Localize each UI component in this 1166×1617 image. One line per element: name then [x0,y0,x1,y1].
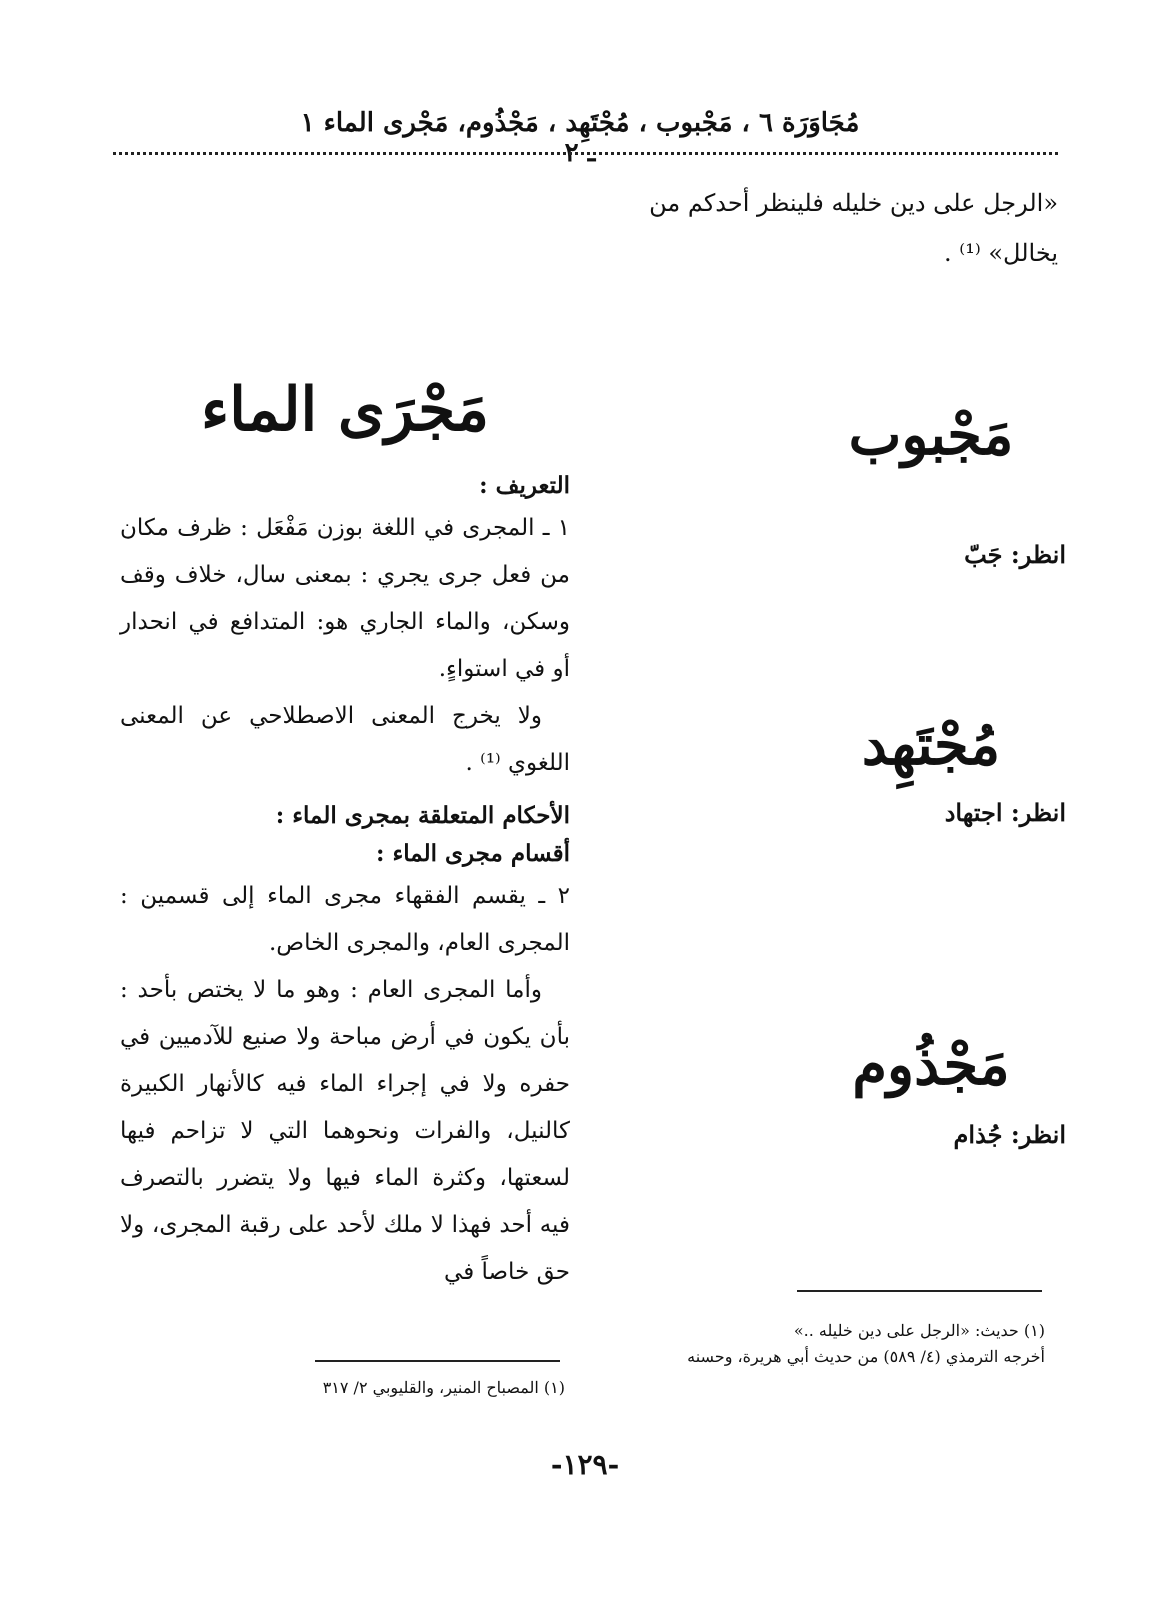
quote-line-1: «الرجل على دين خليله فلينظر أحدكم من [649,189,1058,217]
footnote-right [600,1318,1045,1370]
paragraph-1: ١ ـ المجرى في اللغة بوزن مَفْعَل : ظرف مكان من فعل جرى يجري : بمعنى سال، خلاف وقف وسكن، والماء الجاري هو: المتدافع في انحدار أو في استواءٍ. [120,515,570,682]
entry-majboob [626,395,1066,705]
footnote-right-line-2: أخرجه الترمذي (٤/ ٥٨٩) من حديث أبي هريرة، وحسنه [687,1347,1045,1366]
see-reference: انظر: جَبّ [964,540,1066,569]
paragraph-3: ٢ ـ يقسم الفقهاء مجرى الماء إلى قسمين : المجرى العام، والمجرى الخاص. [120,883,570,956]
entry-majdhoom [626,1025,1066,1155]
rulings-heading: الأحكام المتعلقة بمجرى الماء : [275,802,570,829]
footnote-left: (١) المصباح المنير، والقليوبي ٢/ ٣١٧ [322,1378,565,1397]
right-column [626,395,1066,1155]
footnote-right-line-1: (١) حديث: «الرجل على دين خليله ..» [793,1321,1045,1340]
quote-line-2: يخالل» ⁽¹⁾ . [944,239,1058,267]
page-number: -١٢٩- [550,1448,620,1481]
entry-title: مَجْبوب [848,402,1014,468]
footnote-rule-right [797,1290,1042,1292]
see-reference: انظر: اجتهاد [944,798,1066,827]
definition-heading: التعريف : [479,472,570,499]
continued-quote [588,178,1058,278]
paragraph-2: ولا يخرج المعنى الاصطلاحي عن المعنى اللغوي ⁽¹⁾ . [120,703,570,776]
types-heading: أقسام مجرى الماء : [375,840,570,867]
entry-mujtahid [626,705,1066,1025]
footnote-rule-left [315,1360,560,1362]
entry-title: مَجْذُوم [852,1032,1010,1098]
running-header: مُجَاوَرَة ٦ ، مَجْبوب ، مُجْتَهِد ، مَجْذُوم، مَجْرى الماء ١ ـ ٢ [300,108,860,168]
entry-title: مُجْتَهِد [861,712,1001,778]
article-title: مَجْرَى الماء [201,375,489,445]
see-reference: انظر: جُذام [953,1120,1066,1149]
paragraph-4: وأما المجرى العام : وهو ما لا يختص بأحد : بأن يكون في أرض مباحة ولا صنيع للآدميين في حفره ولا في إجراء الماء فيه كالأنهار الكبيرة كالنيل، والفرات ونحوهما التي لا تزاحم فيها لسعتها، وكثرة الماء فيها ولا يتضرر بالتصرف فيه أحد فهذا لا ملك لأحد على رقبة المجرى، ولا حق خاصاً في [120,977,570,1285]
header-dotted-rule [113,152,1058,155]
left-column [120,365,570,1296]
